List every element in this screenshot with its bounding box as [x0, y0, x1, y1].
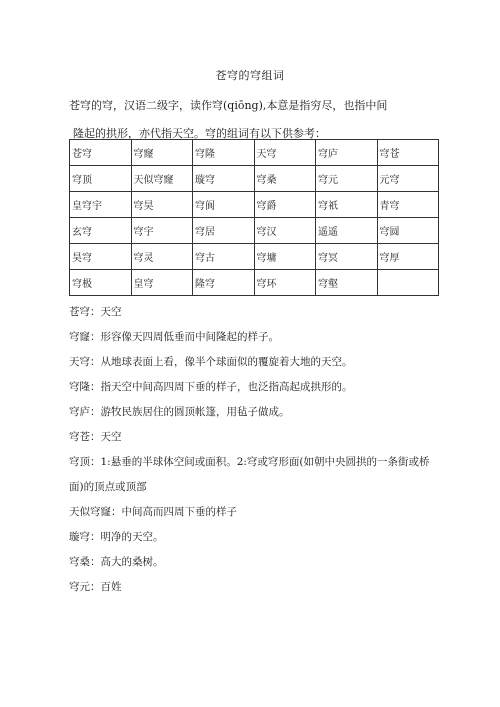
- table-cell: 穹爵: [254, 192, 316, 218]
- table-cell: 昊穹: [70, 244, 132, 270]
- definition-item: 穹元：百姓: [69, 581, 122, 593]
- word-table: [69, 139, 439, 296]
- table-cell: 穹桑: [254, 166, 316, 192]
- table-cell: 穹壑: [316, 270, 378, 296]
- table-cell: 璇穹: [193, 166, 255, 192]
- table-cell: 皇穹宇: [70, 192, 132, 218]
- table-cell: 穹昊: [131, 192, 193, 218]
- table-cell: 穹阆: [193, 192, 255, 218]
- table-cell: 元穹: [377, 166, 439, 192]
- table-cell: 穹隆: [193, 140, 255, 166]
- table-cell: 穹圆: [377, 218, 439, 244]
- table-cell: [377, 270, 439, 296]
- table-cell: 穹古: [193, 244, 255, 270]
- table-cell: 穹庐: [316, 140, 378, 166]
- table-cell: 遥遥: [316, 218, 378, 244]
- table-cell: 穹极: [70, 270, 132, 296]
- table-row: [70, 140, 439, 166]
- table-cell: 天穹: [254, 140, 316, 166]
- table-cell: 穹汉: [254, 218, 316, 244]
- definition-item: 天似穹窿：中间高而四周下垂的样子: [69, 506, 237, 518]
- table-cell: 穹苍: [377, 140, 439, 166]
- table-cell: 穹墉: [254, 244, 316, 270]
- table-cell: 天似穹窿: [131, 166, 193, 192]
- table-row: [70, 218, 439, 244]
- table-cell: 穹宇: [131, 218, 193, 244]
- table-row: [70, 270, 439, 296]
- intro-line: 隆起的拱形，亦代指天空。穹的组词有以下供参考：: [73, 127, 326, 140]
- table-cell: 穹居: [193, 218, 255, 244]
- definition-item: 穹苍：天空: [69, 431, 122, 443]
- table-row: [70, 166, 439, 192]
- definition-item: 苍穹：天空: [69, 306, 122, 318]
- table-cell: 苍穹: [70, 140, 132, 166]
- definition-list: [69, 300, 439, 600]
- definition-item: 穹窿：形容像天四周低垂而中间隆起的样子。: [69, 331, 279, 343]
- definition-item: 天穹：从地球表面上看，像半个球面似的覆旋着大地的天空。: [69, 356, 353, 368]
- table-cell: 穹元: [316, 166, 378, 192]
- document-title: 苍穹的穹组词: [215, 69, 285, 82]
- table-cell: 玄穹: [70, 218, 132, 244]
- table-row: [70, 244, 439, 270]
- definition-item: 穹顶：1:悬垂的半球体空间或面积。2:穹或穹形面(如朝中央圆拱的一条街或桥面)的顶点或顶部: [69, 456, 430, 493]
- table-cell: 穹灵: [131, 244, 193, 270]
- table-row: [70, 192, 439, 218]
- table-cell: 穹环: [254, 270, 316, 296]
- definition-item: 穹庐：游牧民族居住的圆顶帐篷，用毡子做成。: [69, 406, 290, 418]
- table-cell: 皇穹: [131, 270, 193, 296]
- table-cell: 隆穹: [193, 270, 255, 296]
- table-cell: 穹冥: [316, 244, 378, 270]
- table-cell: 青穹: [377, 192, 439, 218]
- intro-line: 苍穹的穹，汉语二级字，读作穹(qiōng),本意是指穷尽，也指中间: [69, 99, 388, 112]
- table-cell: 穹厚: [377, 244, 439, 270]
- table-cell: 穹顶: [70, 166, 132, 192]
- table-cell: 穹窿: [131, 140, 193, 166]
- definition-item: 穹桑：高大的桑树。: [69, 556, 164, 568]
- definition-item: 穹隆：指天空中间高四周下垂的样子，也泛指高起成拱形的。: [69, 381, 353, 393]
- table-cell: 穹祇: [316, 192, 378, 218]
- definition-item: 璇穹：明净的天空。: [69, 531, 164, 543]
